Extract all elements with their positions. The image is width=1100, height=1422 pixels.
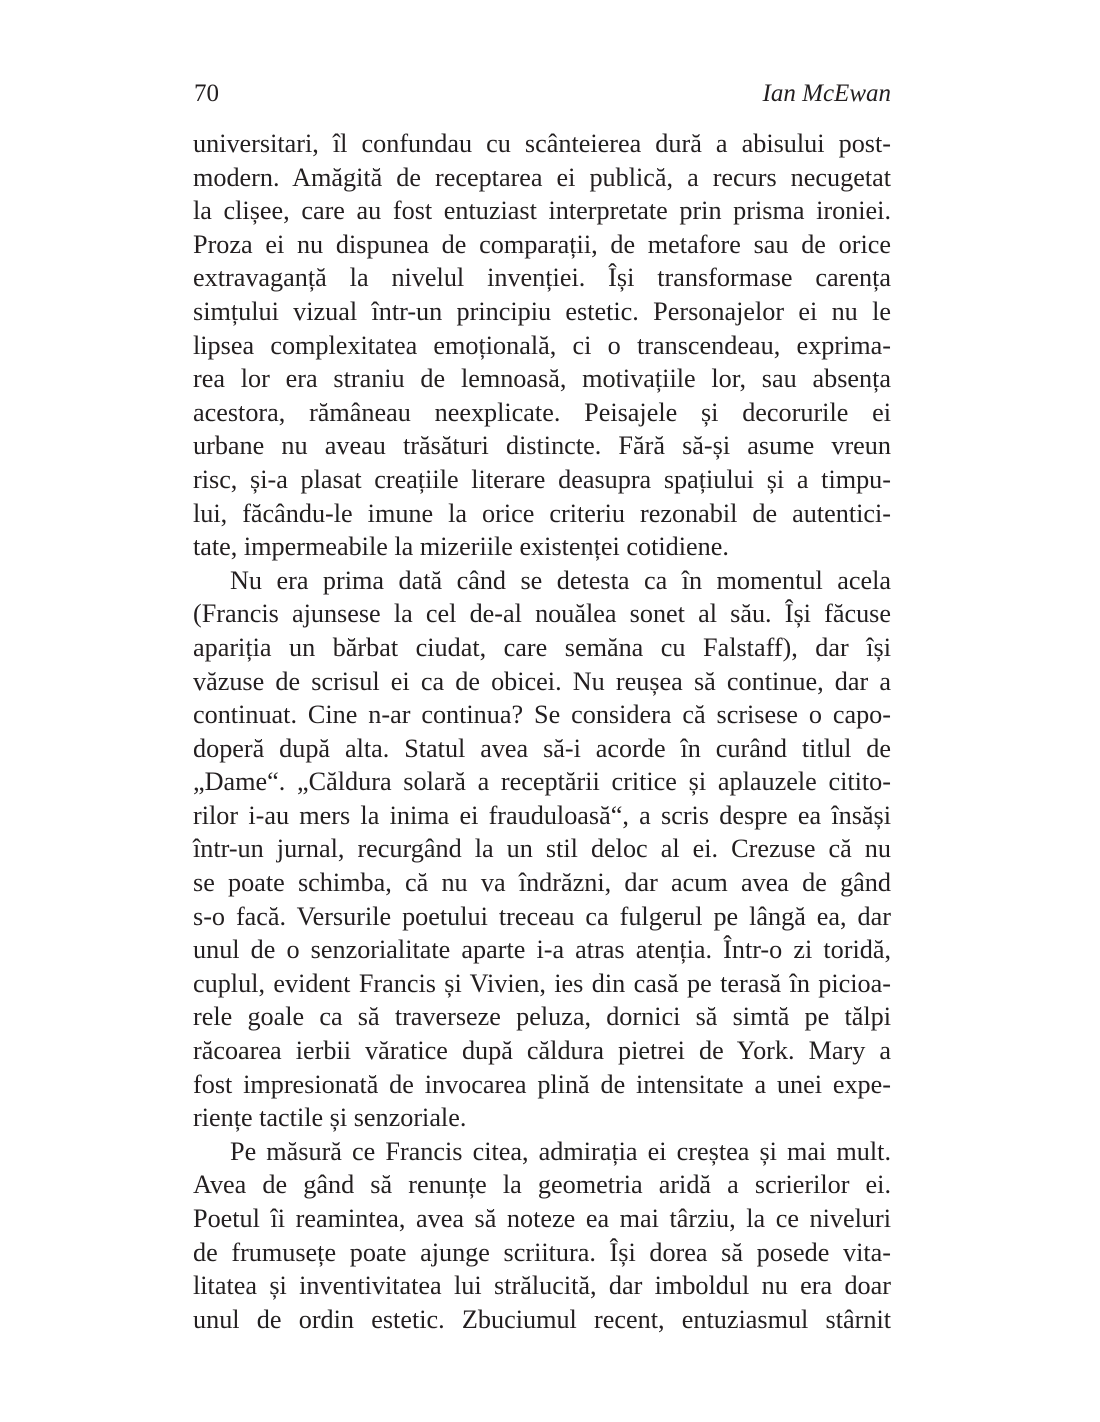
text-line: litatea și inventivitatea lui strălucită, dar imboldul nu era doar bbox=[193, 1271, 891, 1301]
text-line: Proza ei nu dispunea de comparații, de metafore sau de orice bbox=[193, 229, 891, 259]
paragraph bbox=[193, 564, 891, 1135]
text-line: acestora, rămâneau neexplicate. Peisajele și decorurile ei bbox=[193, 397, 891, 427]
text-line: într-un jurnal, recurgând la un stil deloc al ei. Crezuse că nu bbox=[193, 834, 891, 864]
text-line: se poate schimba, că nu va îndrăzni, dar acum avea de gând bbox=[193, 868, 891, 898]
text-line: rele goale ca să traverseze peluza, dornici să simtă pe tălpi bbox=[193, 1002, 891, 1032]
text-line: riențe tactile și senzoriale. bbox=[193, 1103, 467, 1133]
text-line: Pe măsură ce Francis citea, admirația ei creștea și mai mult. bbox=[230, 1136, 891, 1166]
book-page bbox=[193, 0, 891, 1422]
text-line: apariția un bărbat ciudat, care semăna cu Falstaff), dar își bbox=[193, 632, 891, 662]
paragraph bbox=[193, 127, 891, 564]
text-line: urbane nu aveau trăsături distincte. Fără să-și asume vreun bbox=[193, 431, 891, 461]
text-line: cuplul, evident Francis și Vivien, ies din casă pe terasă în picioa- bbox=[193, 968, 891, 998]
body-text bbox=[193, 127, 891, 1336]
text-line: s-o facă. Versurile poetului treceau ca fulgerul pe lângă ea, dar bbox=[193, 901, 891, 931]
text-line: modern. Amăgită de receptarea ei publică, a recurs necugetat bbox=[193, 162, 891, 192]
text-line: de frumusețe poate ajunge scriitura. Își dorea să posede vita- bbox=[193, 1237, 891, 1267]
text-line: unul de ordin estetic. Zbuciumul recent, entuziasmul stârnit bbox=[193, 1304, 891, 1334]
text-line: extravaganță la nivelul invenției. Își transformase carența bbox=[193, 263, 891, 293]
running-head bbox=[193, 76, 891, 112]
text-line: universitari, îl confundau cu scânteierea dură a abisului post- bbox=[193, 129, 891, 158]
text-line: simțului vizual într-un principiu estetic. Personajelor ei nu le bbox=[193, 296, 891, 326]
text-line: văzuse de scrisul ei ca de obicei. Nu reușea să continue, dar a bbox=[193, 666, 891, 696]
text-line: Nu era prima dată când se detesta ca în momentul acela bbox=[230, 565, 891, 595]
text-line: fost impresionată de invocarea plină de intensitate a unei expe- bbox=[193, 1069, 891, 1099]
text-line: (Francis ajunsese la cel de-al nouălea sonet al său. Își făcuse bbox=[193, 599, 891, 629]
text-line: risc, și-a plasat creațiile literare deasupra spațiului și a timpu- bbox=[193, 464, 891, 494]
page-number: 70 bbox=[194, 80, 219, 107]
text-line: unul de o senzorialitate aparte i-a atras atenția. Într-o zi toridă, bbox=[193, 935, 891, 965]
text-line: Avea de gând să renunțe la geometria aridă a scrierilor ei. bbox=[193, 1170, 891, 1200]
text-line: „Dame“. „Căldura solară a receptării critice și aplauzele citito- bbox=[193, 767, 891, 797]
text-line: tate, impermeabile la mizeriile existenței cotidiene. bbox=[193, 532, 729, 562]
text-line: rea lor era straniu de lemnoasă, motivațiile lor, sau absența bbox=[193, 364, 891, 394]
text-line: lui, făcându-le imune la orice criteriu rezonabil de autentici- bbox=[193, 498, 891, 528]
paragraph bbox=[193, 1135, 891, 1337]
text-line: răcoarea ierbii văratice după căldura pietrei de York. Mary a bbox=[193, 1036, 891, 1066]
text-line: Poetul îi reamintea, avea să noteze ea mai târziu, la ce niveluri bbox=[193, 1204, 891, 1233]
text-line: continuat. Cine n-ar continua? Se considera că scrisese o capo- bbox=[193, 700, 891, 730]
text-line: lipsea complexitatea emoțională, ci o transcendeau, exprima- bbox=[193, 330, 891, 360]
running-head-author: Ian McEwan bbox=[762, 80, 891, 107]
text-line: la clișee, care au fost entuziast interpretate prin prisma ironiei. bbox=[193, 196, 891, 226]
text-line: rilor i-au mers la inima ei frauduloasă“, a scris despre ea însăși bbox=[193, 800, 891, 830]
text-line: doperă după alta. Statul avea să-i acorde în curând titlul de bbox=[193, 733, 891, 763]
